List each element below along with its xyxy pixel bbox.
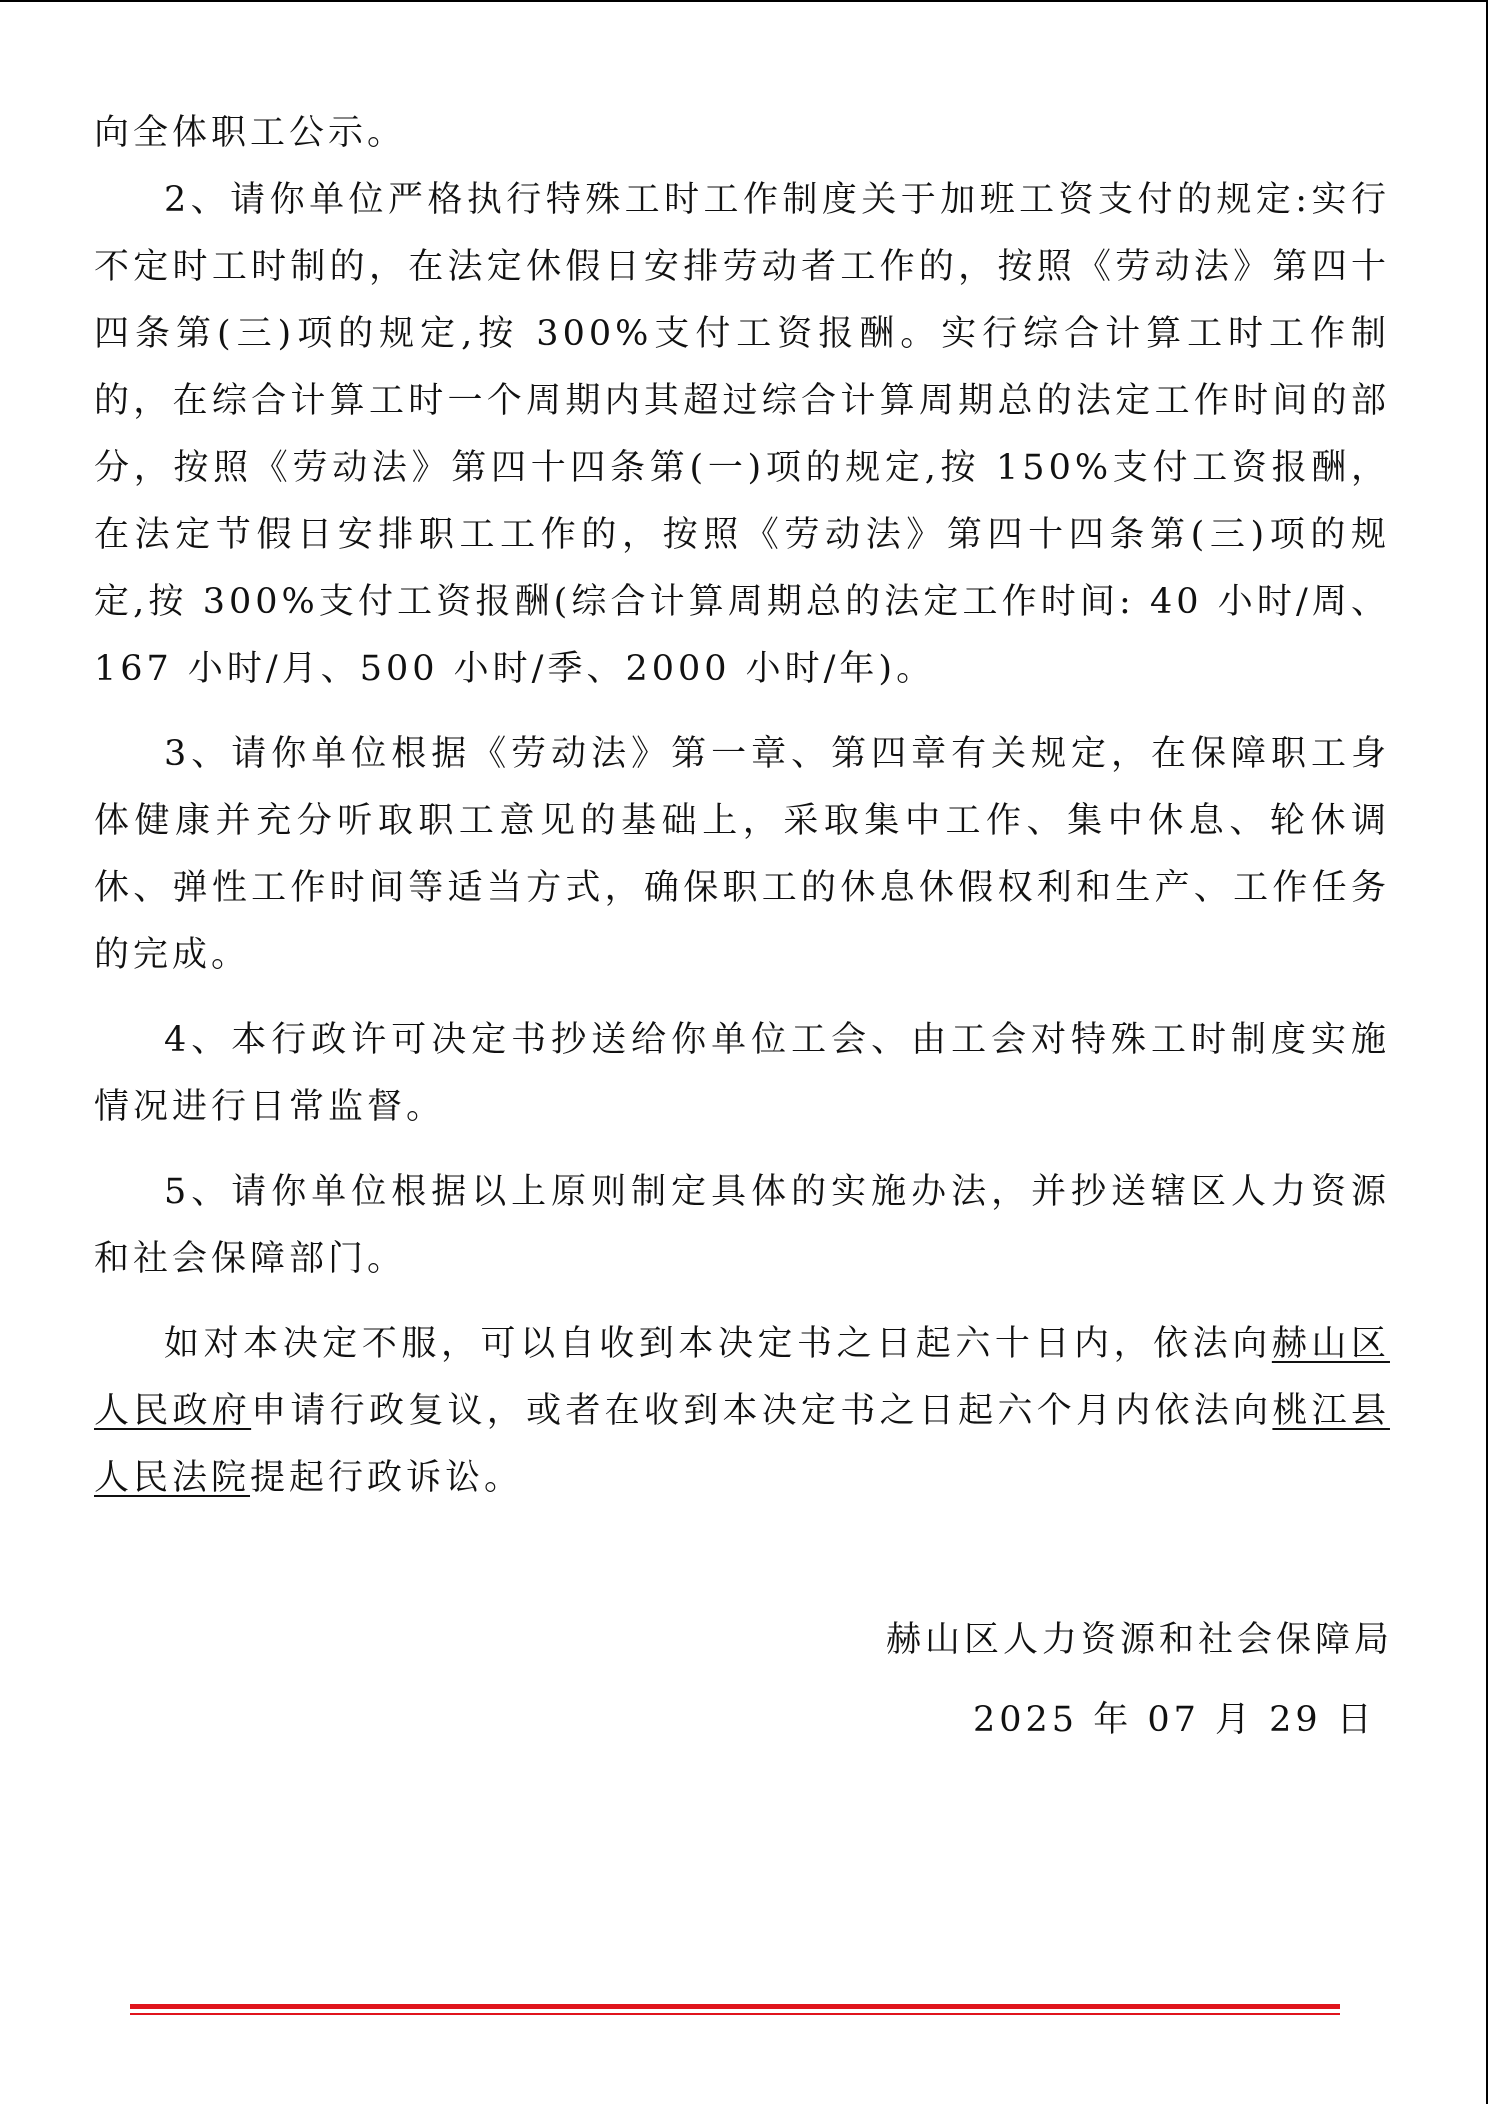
line-continuation: 向全体职工公示。 bbox=[94, 113, 407, 153]
page-border-top bbox=[0, 0, 1488, 2]
appeal-paragraph bbox=[94, 1311, 1390, 1512]
paragraph-3: 3、请你单位根据《劳动法》第一章、第四章有关规定，在保障职工身体健康并充分听取职工意见的基础上，采取集中工作、集中休息、轮休调休、弹性工作时间等适当方式，确保职工的休息休假权利和生产、工作任务的完成。 bbox=[94, 734, 1390, 975]
appeal-text-2: 申请行政复议，或者在收到本决定书之日起六个月内依法向 bbox=[251, 1391, 1273, 1431]
appeal-text-3: 提起行政诉讼。 bbox=[250, 1458, 524, 1498]
red-rule-thin bbox=[130, 2013, 1340, 2015]
paragraph-4: 4、本行政许可决定书抄送给你单位工会、由工会对特殊工时制度实施情况进行日常监督。 bbox=[94, 1020, 1390, 1127]
issue-date: 2025 年 07 月 29 日 bbox=[973, 1700, 1376, 1740]
paragraph-2: 2、请你单位严格执行特殊工时工作制度关于加班工资支付的规定:实行不定时工时制的，在法定休假日安排劳动者工作的，按照《劳动法》第四十四条第(三)项的规定,按 300%支付工资报酬。实行综合计算工时工作制的，在综合计算工时一个周期内其超过综合计算周期总的法定工作时间的部分，按照《劳动法》第四十四条第(一)项的规定,按 150%支付工资报酬，在法定节假日安排职工工作的，按照《劳动法》第四十四条第(三)项的规定,按 300%支付工资报酬(综合计算周期总的法定工作时间: 40 小时/周、167 小时/月、500 小时/季、2000 小时/年)。 bbox=[94, 180, 1390, 689]
court-name: 桃江县人民法院 bbox=[94, 1391, 1390, 1498]
gov-name: 赫山区人民政府 bbox=[94, 1324, 1390, 1431]
issuing-organization: 赫山区人力资源和社会保障局 bbox=[886, 1620, 1394, 1660]
paragraph-5: 5、请你单位根据以上原则制定具体的实施办法，并抄送辖区人力资源和社会保障部门。 bbox=[94, 1172, 1390, 1279]
document-body bbox=[94, 100, 1390, 1512]
red-rule-thick bbox=[130, 2004, 1340, 2009]
appeal-text-1: 如对本决定不服，可以自收到本决定书之日起六十日内，依法向 bbox=[164, 1324, 1272, 1364]
